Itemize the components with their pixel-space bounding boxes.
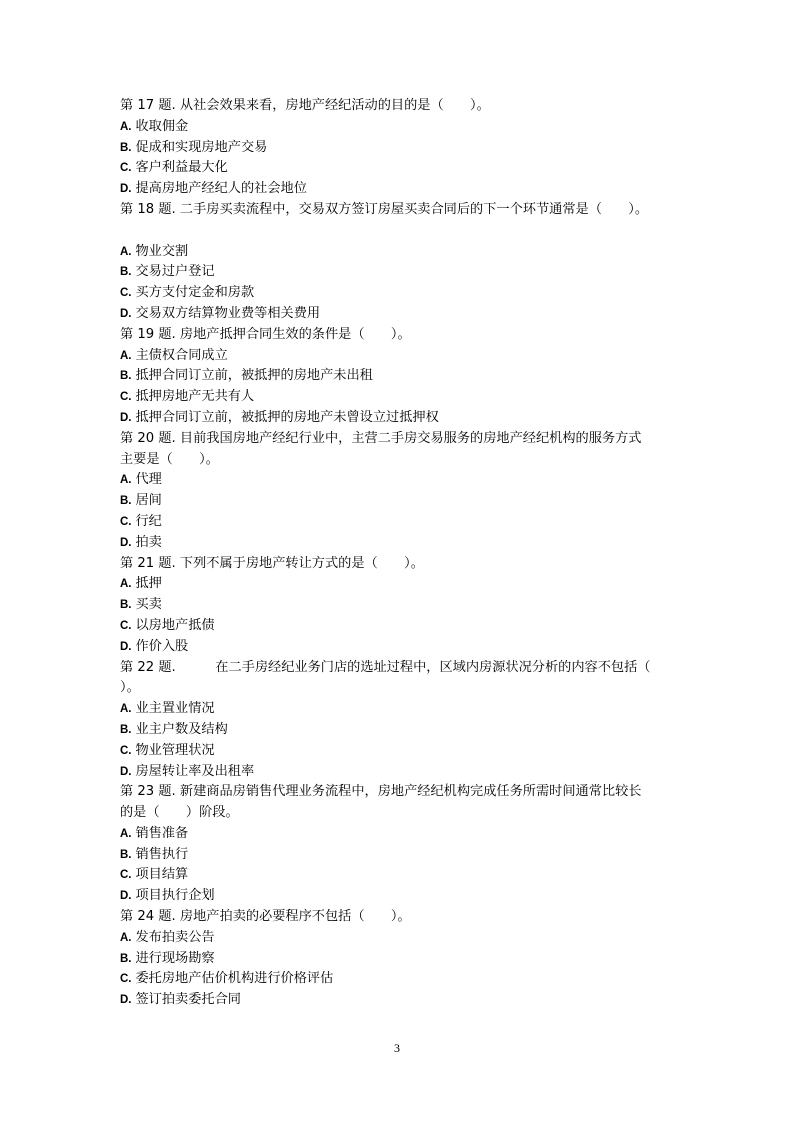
- question-stem: 第 21 题. 下列不属于房地产转让方式的是（ ）。: [120, 555, 424, 571]
- answer-option: [120, 616, 680, 637]
- question-block: [120, 429, 680, 554]
- option-text: 作价入股: [135, 638, 189, 654]
- answer-option: [120, 949, 680, 970]
- question-stem: 第 18 题. 二手房买卖流程中，交易双方签订房屋买卖合同后的下一个环节通常是（ ）。: [120, 201, 649, 217]
- option-text: 项目结算: [135, 867, 189, 883]
- option-letter: D.: [120, 994, 132, 1007]
- answer-option: [120, 762, 680, 783]
- option-letter: B.: [120, 370, 132, 383]
- option-text: 主债权合同成立: [135, 347, 228, 363]
- option-letter: C.: [120, 515, 132, 528]
- option-text: 业主户数及结构: [135, 721, 228, 737]
- option-letter: C.: [120, 391, 132, 404]
- option-text: 收取佣金: [135, 118, 189, 134]
- option-letter: A.: [120, 349, 132, 362]
- question-stem: 第 19 题. 房地产抵押合同生效的条件是（ ）。: [120, 326, 411, 342]
- option-text: 签订拍卖委托合同: [135, 992, 241, 1008]
- option-letter: B.: [120, 599, 132, 612]
- answer-option: [120, 262, 680, 283]
- answer-option: [120, 637, 680, 658]
- answer-option: [120, 179, 680, 200]
- option-text: 买卖: [135, 597, 162, 613]
- question-block: [120, 96, 680, 200]
- answer-option: [120, 470, 680, 491]
- answer-option: [120, 491, 680, 512]
- option-letter: D.: [120, 640, 132, 653]
- question-stem: ）。: [120, 680, 140, 696]
- option-text: 交易双方结算物业费等相关费用: [135, 305, 321, 321]
- option-text: 物业交割: [135, 243, 189, 259]
- question-stem: 第 17 题. 从社会效果来看，房地产经纪活动的目的是（ ）。: [120, 98, 490, 113]
- option-text: 促成和实现房地产交易: [135, 139, 268, 155]
- answer-option: [120, 720, 680, 741]
- question-block: [120, 658, 680, 783]
- option-letter: A.: [120, 931, 132, 944]
- question-block: [120, 325, 680, 429]
- question-block: [120, 782, 680, 907]
- answer-option: [120, 304, 680, 325]
- blank-line: [120, 221, 680, 242]
- option-letter: D.: [120, 411, 132, 424]
- question-block: [120, 200, 680, 325]
- option-letter: A.: [120, 827, 132, 840]
- option-letter: B.: [120, 141, 132, 154]
- answer-option: [120, 595, 680, 616]
- option-text: 委托房地产估价机构进行价格评估: [135, 971, 334, 987]
- option-text: 抵押房地产无共有人: [135, 389, 255, 405]
- option-letter: D.: [120, 183, 132, 196]
- option-text: 提高房地产经纪人的社会地位: [135, 181, 307, 197]
- answer-option: [120, 366, 680, 387]
- option-letter: C.: [120, 973, 132, 986]
- answer-option: [120, 865, 680, 886]
- option-text: 客户利益最大化: [135, 160, 228, 176]
- answer-option: [120, 574, 680, 595]
- answer-option: [120, 138, 680, 159]
- option-text: 行纪: [135, 513, 162, 529]
- answer-option: [120, 408, 680, 429]
- answer-option: [120, 969, 680, 990]
- answer-option: [120, 824, 680, 845]
- question-stem: 第 24 题. 房地产拍卖的必要程序不包括（ ）。: [120, 909, 411, 925]
- question-stem: 第 22 题. 在二手房经纪业务门店的选址过程中，区域内房源状况分析的内容不包括（: [120, 659, 651, 675]
- answer-option: [120, 387, 680, 408]
- option-text: 抵押: [135, 576, 162, 592]
- question-block: [120, 554, 680, 658]
- option-text: 抵押合同订立前，被抵押的房地产未曾设立过抵押权: [135, 409, 439, 425]
- option-letter: C.: [120, 162, 132, 175]
- option-letter: B.: [120, 723, 132, 736]
- option-text: 销售准备: [135, 825, 189, 841]
- option-letter: D.: [120, 890, 132, 903]
- answer-option: [120, 158, 680, 179]
- option-text: 买方支付定金和房款: [135, 285, 255, 301]
- page-number: 3: [394, 1041, 400, 1055]
- option-text: 进行现场勘察: [135, 950, 215, 966]
- option-letter: B.: [120, 266, 132, 279]
- option-text: 业主置业情况: [135, 701, 215, 717]
- question-list: [120, 96, 680, 1011]
- option-letter: C.: [120, 287, 132, 300]
- option-text: 项目执行企划: [135, 888, 215, 904]
- option-letter: B.: [120, 848, 132, 861]
- option-text: 销售执行: [135, 846, 189, 862]
- question-block: [120, 907, 680, 1011]
- option-text: 抵押合同订立前，被抵押的房地产未出租: [135, 368, 373, 384]
- option-text: 交易过户登记: [135, 264, 215, 280]
- option-text: 代理: [135, 472, 162, 488]
- option-letter: A.: [120, 578, 132, 591]
- answer-option: [120, 117, 680, 138]
- answer-option: [120, 346, 680, 367]
- option-text: 物业管理状况: [135, 742, 215, 758]
- option-letter: D.: [120, 765, 132, 778]
- option-letter: B.: [120, 952, 132, 965]
- question-stem: 主要是（ ）。: [120, 451, 219, 467]
- answer-option: [120, 242, 680, 263]
- option-letter: C.: [120, 744, 132, 757]
- option-letter: A.: [120, 245, 132, 258]
- answer-option: [120, 699, 680, 720]
- option-letter: D.: [120, 536, 132, 549]
- option-letter: D.: [120, 307, 132, 320]
- option-letter: A.: [120, 120, 132, 133]
- question-stem: 第 23 题. 新建商品房销售代理业务流程中，房地产经纪机构完成任务所需时间通常比较长: [120, 784, 642, 800]
- answer-option: [120, 283, 680, 304]
- question-stem: 第 20 题. 目前我国房地产经纪行业中，主营二手房交易服务的房地产经纪机构的服务方式: [120, 430, 642, 446]
- option-text: 发布拍卖公告: [135, 929, 215, 945]
- option-letter: B.: [120, 495, 132, 508]
- answer-option: [120, 928, 680, 949]
- option-text: 房屋转让率及出租率: [135, 763, 255, 779]
- answer-option: [120, 512, 680, 533]
- option-letter: A.: [120, 703, 132, 716]
- option-text: 以房地产抵债: [135, 617, 215, 633]
- answer-option: [120, 741, 680, 762]
- option-letter: A.: [120, 474, 132, 487]
- option-letter: C.: [120, 619, 132, 632]
- option-letter: C.: [120, 869, 132, 882]
- option-text: 居间: [135, 493, 162, 509]
- answer-option: [120, 533, 680, 554]
- answer-option: [120, 990, 680, 1011]
- answer-option: [120, 845, 680, 866]
- answer-option: [120, 886, 680, 907]
- option-text: 拍卖: [135, 534, 162, 550]
- question-stem: 的是（ ）阶段。: [120, 805, 239, 821]
